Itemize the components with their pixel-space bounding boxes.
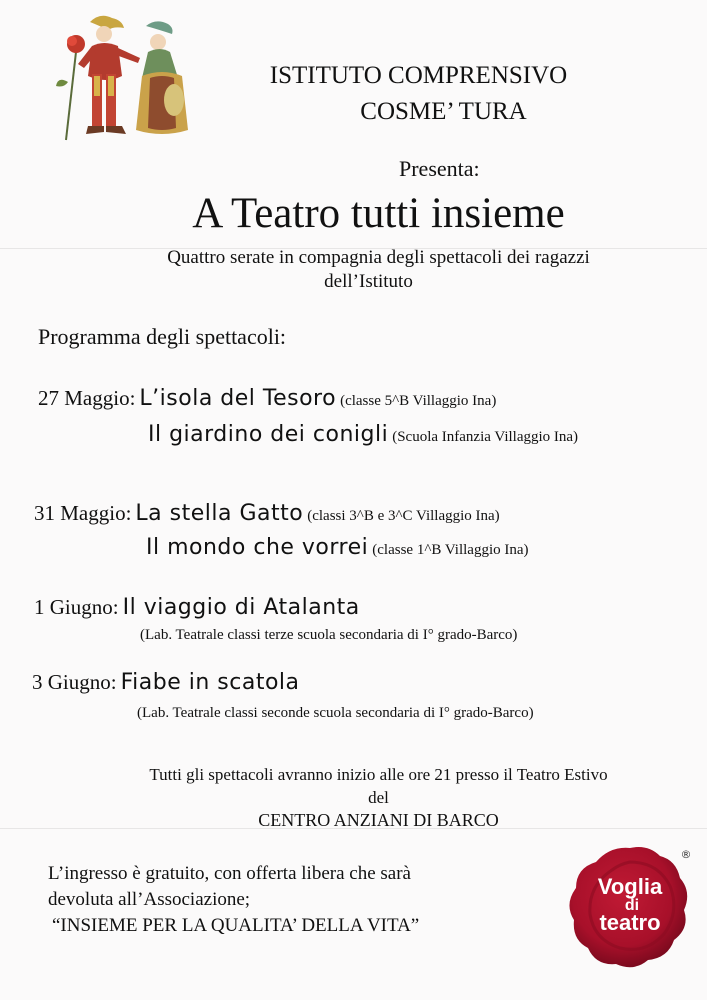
- show-entry: [34, 595, 360, 620]
- show-title: Il viaggio di Atalanta: [122, 595, 360, 620]
- page-title: A Teatro tutti insieme: [192, 190, 565, 237]
- school-name-line2: COSME’ TURA: [360, 98, 527, 125]
- presenta-label: Presenta:: [399, 156, 480, 181]
- info-line1: Tutti gli spettacoli avranno inizio alle ore 21 presso il Teatro Estivo: [149, 765, 608, 784]
- show-date: 3 Giugno:: [32, 670, 117, 694]
- show-detail: (Lab. Teatrale classi terze scuola secondaria di I° grado-Barco): [140, 627, 518, 643]
- show-entry: [146, 535, 529, 560]
- subtitle-line1: Quattro serate in compagnia degli spettacoli dei ragazzi: [167, 247, 590, 268]
- show-detail: (classi 3^B e 3^C Villaggio Ina): [307, 508, 500, 524]
- voglia-di-teatro-logo: [560, 838, 700, 978]
- show-date: 31 Maggio:: [34, 501, 132, 525]
- show-detail: (classe 5^B Villaggio Ina): [340, 393, 497, 409]
- show-title: Il giardino dei conigli: [148, 422, 389, 447]
- show-entry: [148, 422, 578, 447]
- show-detail: (classe 1^B Villaggio Ina): [372, 542, 529, 558]
- school-name: ISTITUTO COMPRENSIVO: [269, 62, 568, 89]
- show-date: 1 Giugno:: [34, 595, 119, 619]
- registered-mark: ®: [680, 848, 692, 861]
- logo-text-line1: Voglia: [597, 874, 663, 899]
- entry-line1: L’ingresso è gratuito, con offerta libera che sarà: [48, 863, 411, 884]
- program-heading: Programma degli spettacoli:: [38, 324, 287, 349]
- show-date: 27 Maggio:: [38, 386, 136, 410]
- show-detail: (Lab. Teatrale classi seconde scuola secondaria di I° grado-Barco): [137, 705, 534, 721]
- show-title: Il mondo che vorrei: [146, 535, 369, 560]
- show-title: L’isola del Tesoro: [139, 386, 337, 411]
- show-entry: [38, 386, 496, 411]
- show-title: La stella Gatto: [135, 501, 304, 526]
- association-name: “INSIEME PER LA QUALITA’ DELLA VITA”: [52, 915, 420, 936]
- subtitle-line2: dell’Istituto: [324, 271, 413, 292]
- show-entry: [32, 670, 300, 695]
- logo-text-line2: di: [624, 897, 640, 914]
- info-line2: del: [368, 788, 389, 807]
- show-title: Fiabe in scatola: [120, 670, 300, 695]
- show-entry: [34, 501, 500, 526]
- venue-name: CENTRO ANZIANI DI BARCO: [258, 810, 499, 830]
- show-detail: (Scuola Infanzia Villaggio Ina): [392, 429, 579, 445]
- logo-text-line3: teatro: [599, 910, 661, 935]
- entry-line2: devoluta all’Associazione;: [48, 889, 251, 910]
